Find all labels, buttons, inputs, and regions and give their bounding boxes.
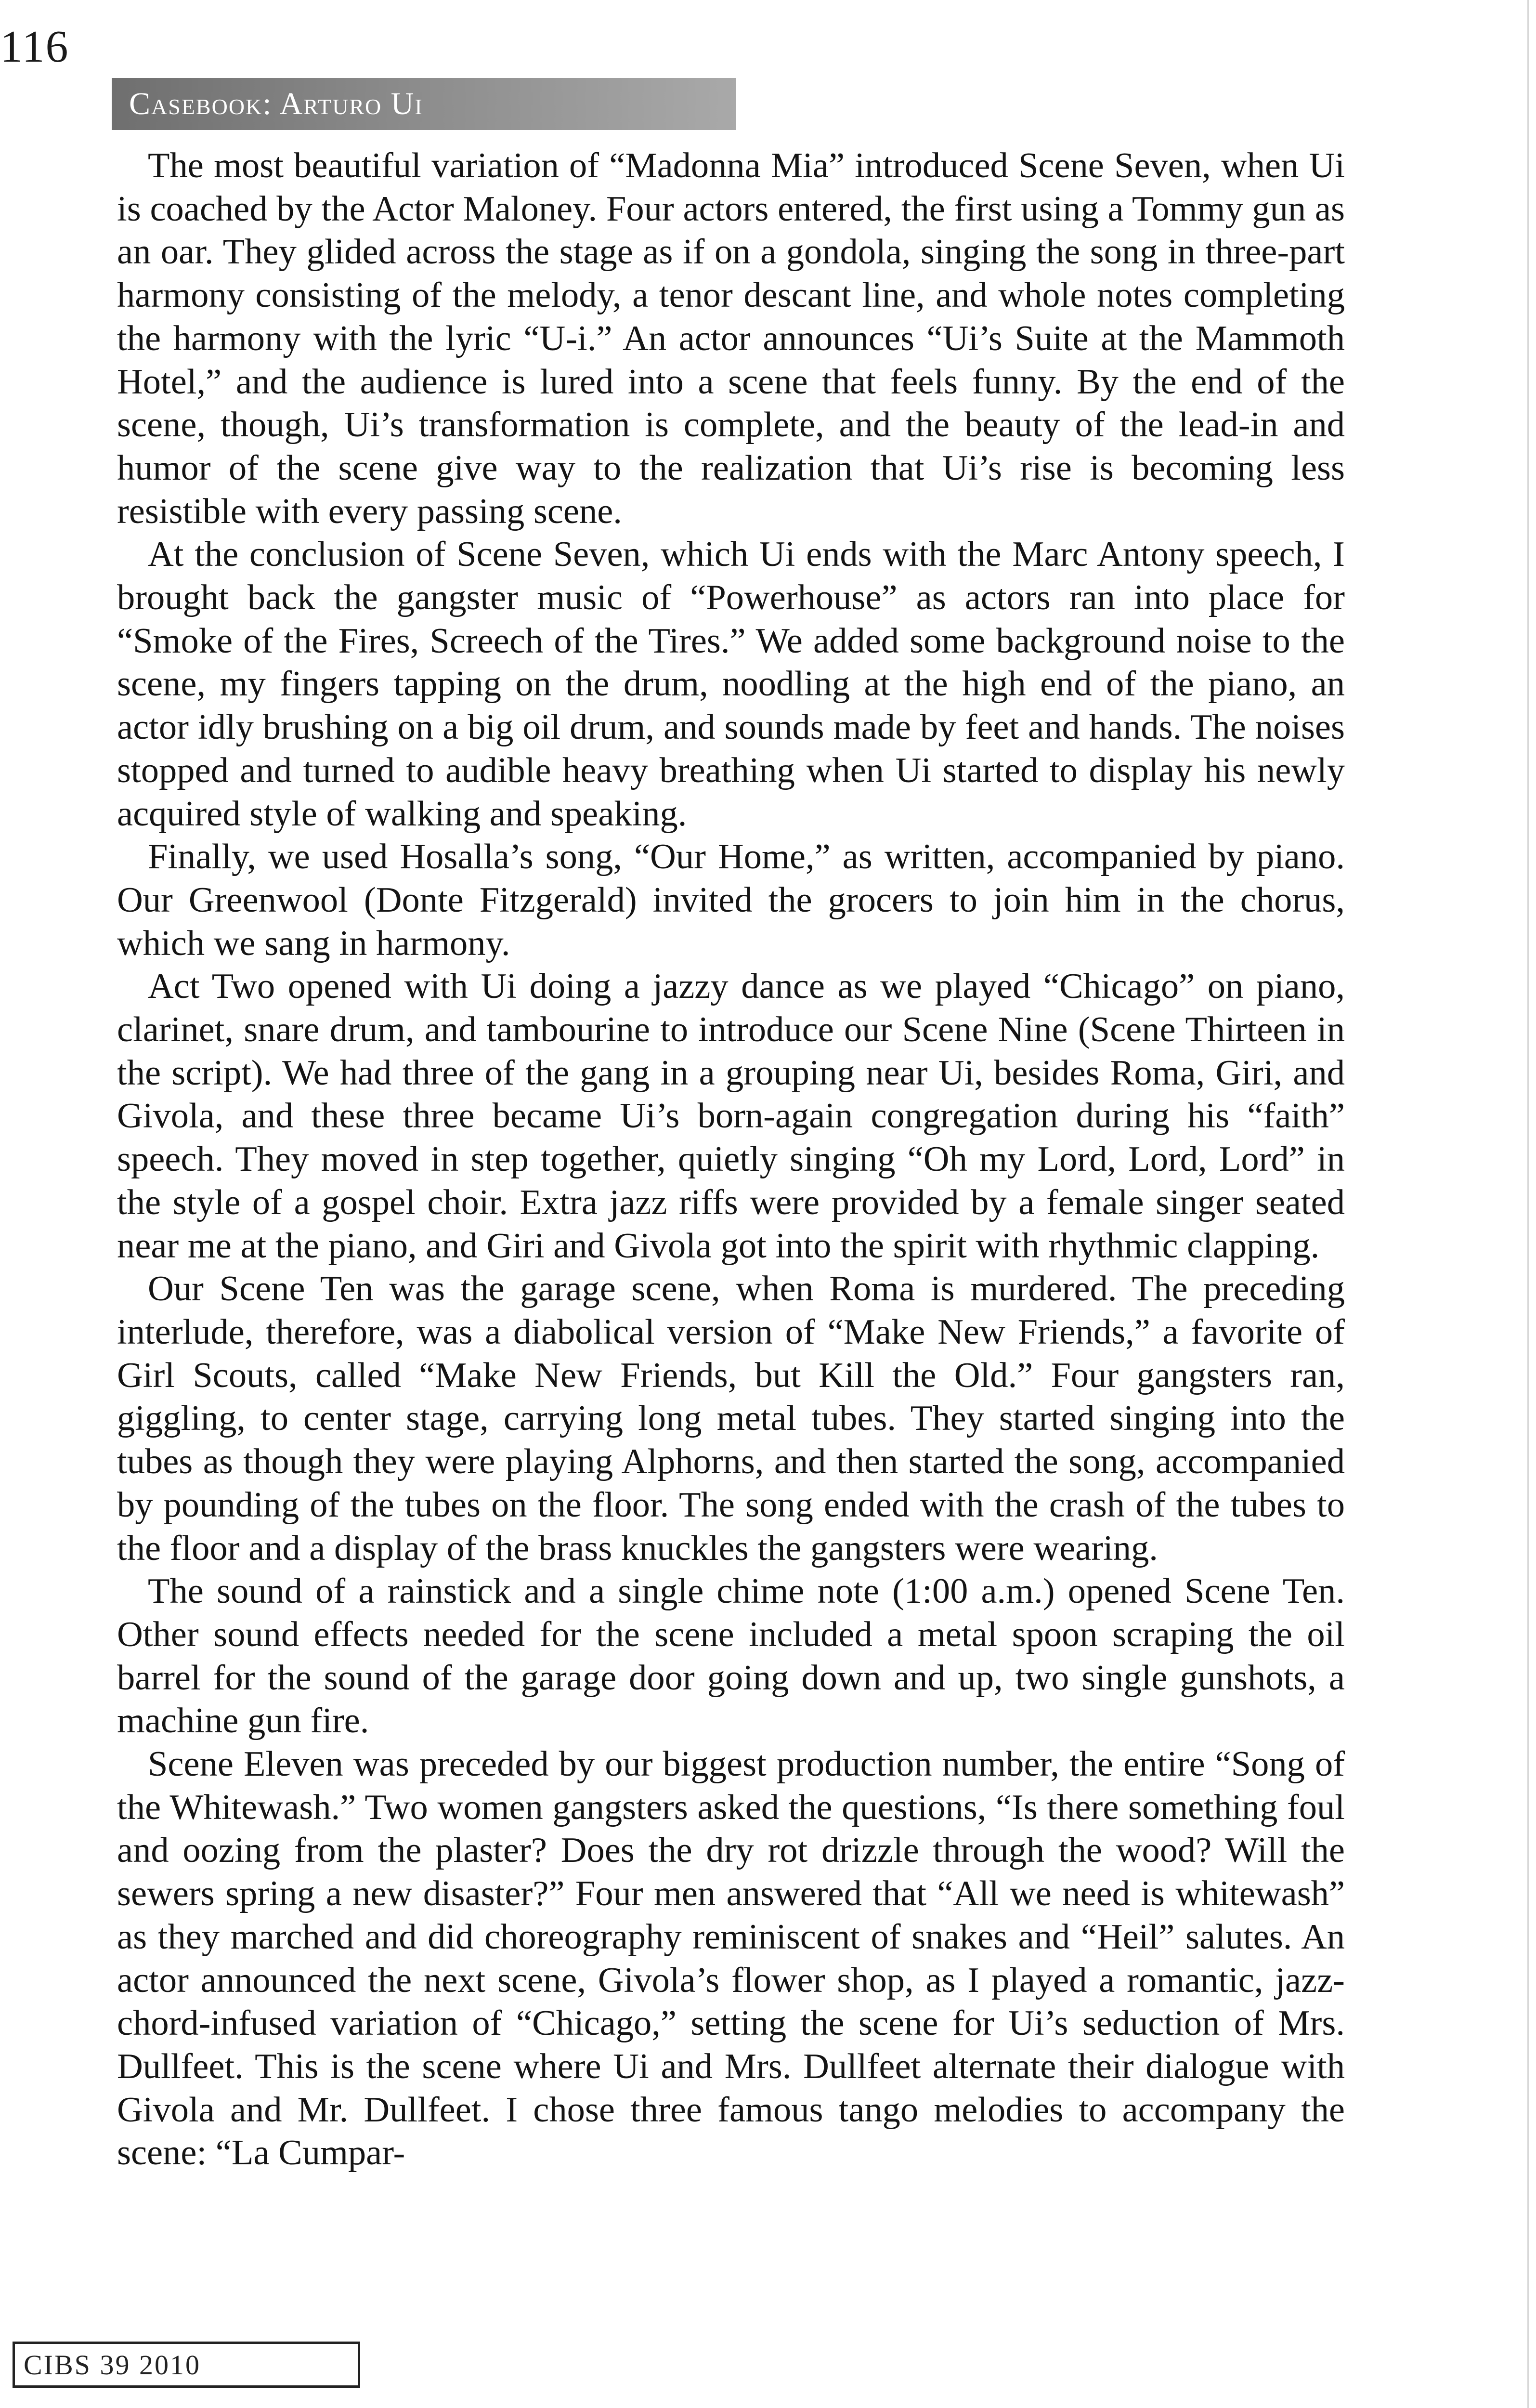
- paragraph-rainstick: The sound of a rainstick and a single chime note (1:00 a.m.) opened Scene Ten. Other sound effects needed for the scene included a metal spoon scraping the oil barrel for the sound of the garage door going down and up, two single gunshots, a machine gun fire.: [117, 1571, 1345, 1741]
- paragraph-scene-eleven: Scene Eleven was preceded by our biggest production number, the entire “Song of the Whitewash.” Two women gangsters asked the questions, “Is there something foul and oozing from the plaster? Does the dry rot drizzle through the wood? Will the sewers spring a new disaster?” Four men answered that “All we need is whitewash” as they marched and did choreography reminiscent of snakes and “Heil” salutes. An actor announced the next scene, Givola’s flower shop, as I played a romantic, jazz-chord-infused variation of “Chicago,” setting the scene for Ui’s seduction of Mrs. Dullfeet. This is the scene where Ui and Mrs. Dullfeet alternate their dialogue with Givola and Mr. Dullfeet. I chose three famous tango melodies to accompany the scene: “La Cumpar-: [117, 1744, 1345, 2173]
- page-edge-divider: [1527, 0, 1529, 2408]
- article-body: [117, 144, 1345, 2175]
- journal-citation: CIBS 39 2010: [24, 2349, 201, 2381]
- paragraph-scene-seven: The most beautiful variation of “Madonna Mia” introduced Scene Seven, when Ui is coached by the Actor Maloney. Four actors entered, the first using a Tommy gun as an oar. They glided across the stage as if on a gondola, singing the song in three-part harmony consisting of the melody, a tenor descant line, and whole notes completing the harmony with the lyric “U-i.” An actor announces “Ui’s Suite at the Mammoth Hotel,” and the audience is lured into a scene that feels funny. By the end of the scene, though, Ui’s transformation is complete, and the beauty of the lead-in and humor of the scene give way to the realization that Ui’s rise is becoming less resistible with every passing scene.: [117, 146, 1345, 531]
- section-header-banner: [112, 78, 736, 130]
- page-number: 116: [0, 22, 69, 72]
- paragraph-act-two: Act Two opened with Ui doing a jazzy dance as we played “Chicago” on piano, clarinet, snare drum, and tambourine to introduce our Scene Nine (Scene Thirteen in the script). We had three of the gang in a grouping near Ui, besides Roma, Giri, and Givola, and these three became Ui’s born-again congregation during his “faith” speech. They moved in step together, quietly singing “Oh my Lord, Lord, Lord” in the style of a gospel choir. Extra jazz riffs were provided by a female singer seated near me at the piano, and Giri and Givola got into the spirit with rhythmic clapping.: [117, 967, 1345, 1266]
- paragraph-powerhouse: At the conclusion of Scene Seven, which Ui ends with the Marc Antony speech, I brought back the gangster music of “Powerhouse” as actors ran into place for “Smoke of the Fires, Screech of the Tires.” We added some background noise to the scene, my fingers tapping on the drum, noodling at the high end of the piano, an actor idly brushing on a big oil drum, and sounds made by feet and hands. The noises stopped and turned to audible heavy breathing when Ui started to display his newly acquired style of walking and speaking.: [117, 535, 1345, 834]
- paragraph-our-home: Finally, we used Hosalla’s song, “Our Home,” as written, accompanied by piano. Our Greenwool (Donte Fitzgerald) invited the grocers to join him in the chorus, which we sang in harmony.: [117, 837, 1345, 963]
- journal-footer: [13, 2342, 360, 2388]
- paragraph-scene-ten-garage: Our Scene Ten was the garage scene, when Roma is murdered. The preceding interlude, therefore, was a diabolical version of “Make New Friends,” a favorite of Girl Scouts, called “Make New Friends, but Kill the Old.” Four gangsters ran, giggling, to center stage, carrying long metal tubes. They started singing into the tubes as though they were playing Alphorns, and then started the song, accompanied by pounding of the tubes on the floor. The song ended with the crash of the tubes to the floor and a display of the brass knuckles the gangsters were wearing.: [117, 1269, 1345, 1568]
- section-title: Casebook: Arturo Ui: [129, 86, 423, 121]
